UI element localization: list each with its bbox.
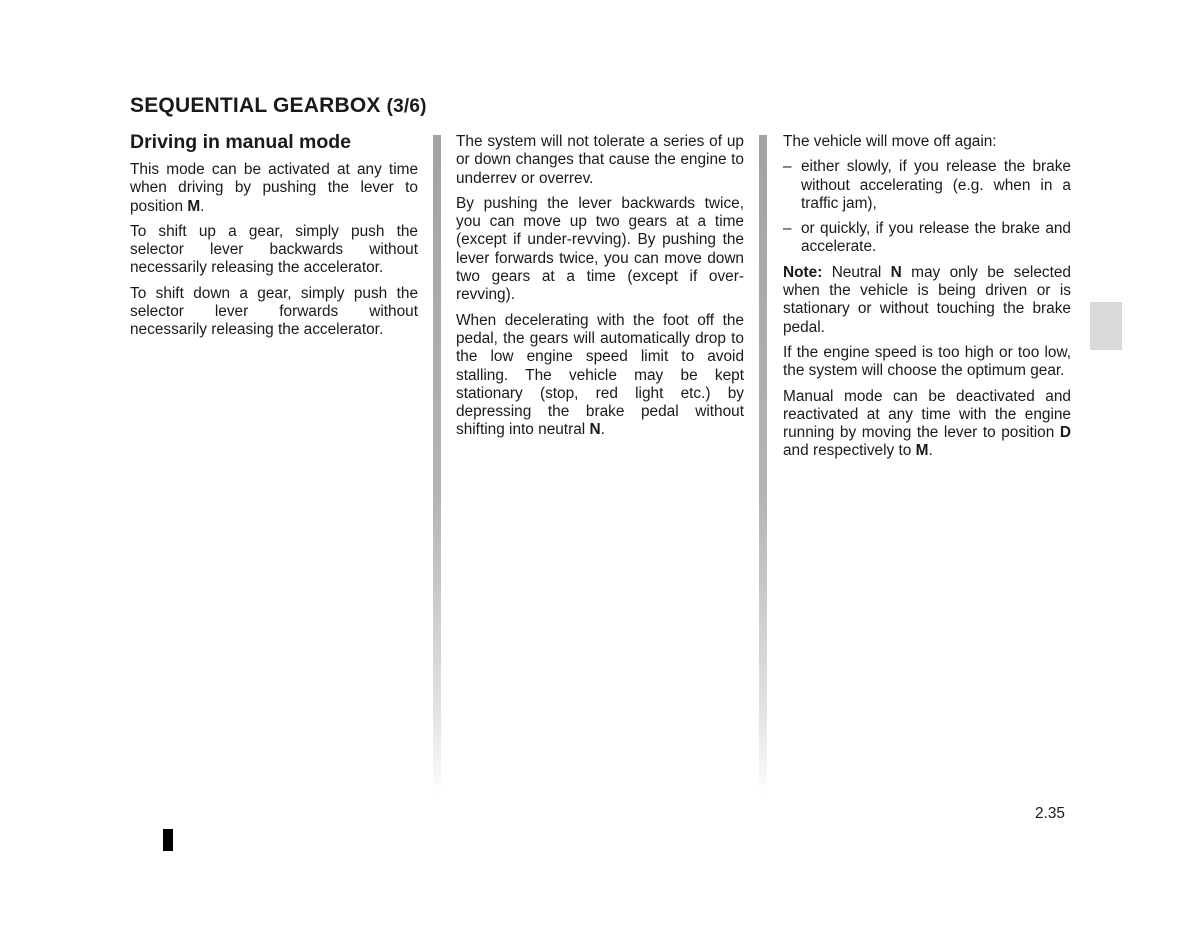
list-item — [783, 158, 1071, 213]
paragraph-shift-up: To shift up a gear, simply push the selector lever backwards without necessarily releasing the accelerator. — [130, 222, 418, 277]
paragraph-shift-down: To shift down a gear, simply push the selector lever forwards without necessarily releasing the accelerator. — [130, 284, 418, 339]
column-right — [783, 133, 1071, 468]
list-item-text: or quickly, if you release the brake and accelerate. — [801, 220, 1071, 256]
gear-n: N — [890, 263, 902, 281]
column-middle — [456, 133, 744, 447]
gear-m: M — [187, 197, 201, 215]
list-item-text: either slowly, if you release the brake without accelerating (e.g. when in a traffic jam), — [801, 158, 1071, 212]
paragraph-manual-deactivation: Manual mode can be deactivated and reactivated at any time with the engine running by moving the lever to position D and respectively to M. — [783, 387, 1071, 460]
section-heading: Driving in manual mode — [130, 131, 352, 153]
paragraph-note: Note: Neutral N may only be selected when the vehicle is being driven or is stationary or without touching the brake pedal. — [783, 263, 1071, 336]
paragraph-engine-speed: If the engine speed is too high or too low, the system will choose the optimum gear. — [783, 343, 1071, 380]
dash-bullet: – — [783, 220, 792, 238]
column-left — [130, 130, 418, 347]
page-title-part: (3/6) — [386, 96, 427, 117]
gear-m: M — [915, 442, 929, 460]
chapter-tab — [1090, 302, 1122, 350]
list-item — [783, 220, 1071, 257]
paragraph-system-tolerance: The system will not tolerate a series of up or down changes that cause the engine to underrev or overrev. — [456, 133, 744, 187]
page-title — [130, 94, 427, 118]
page-number: 2.35 — [1035, 805, 1065, 822]
column-separator — [433, 135, 441, 795]
print-mark — [163, 829, 173, 851]
paragraph-decelerating: When decelerating with the foot off the pedal, the gears will automatically drop to the low engine speed limit to avoid stalling. The vehicle may be kept stationary (stop, red light etc.) by depressing the brake pedal without shifting into neutral N. — [456, 311, 744, 439]
paragraph-activation: This mode can be activated at any time when driving by pushing the lever to position M. — [130, 161, 418, 215]
page-title-text: SEQUENTIAL GEARBOX — [130, 94, 381, 117]
gear-n: N — [589, 421, 601, 439]
paragraph-move-off: The vehicle will move off again: — [783, 133, 997, 150]
dash-bullet: – — [783, 158, 792, 176]
gear-d: D — [1059, 424, 1071, 442]
note-label: Note: — [783, 263, 823, 281]
paragraph-double-shift: By pushing the lever backwards twice, you can move up two gears at a time (except if under-revving). By pushing the lever forwards twice, you can move down two gears at a time (except if over-revving). — [456, 194, 744, 304]
column-separator — [759, 135, 767, 795]
